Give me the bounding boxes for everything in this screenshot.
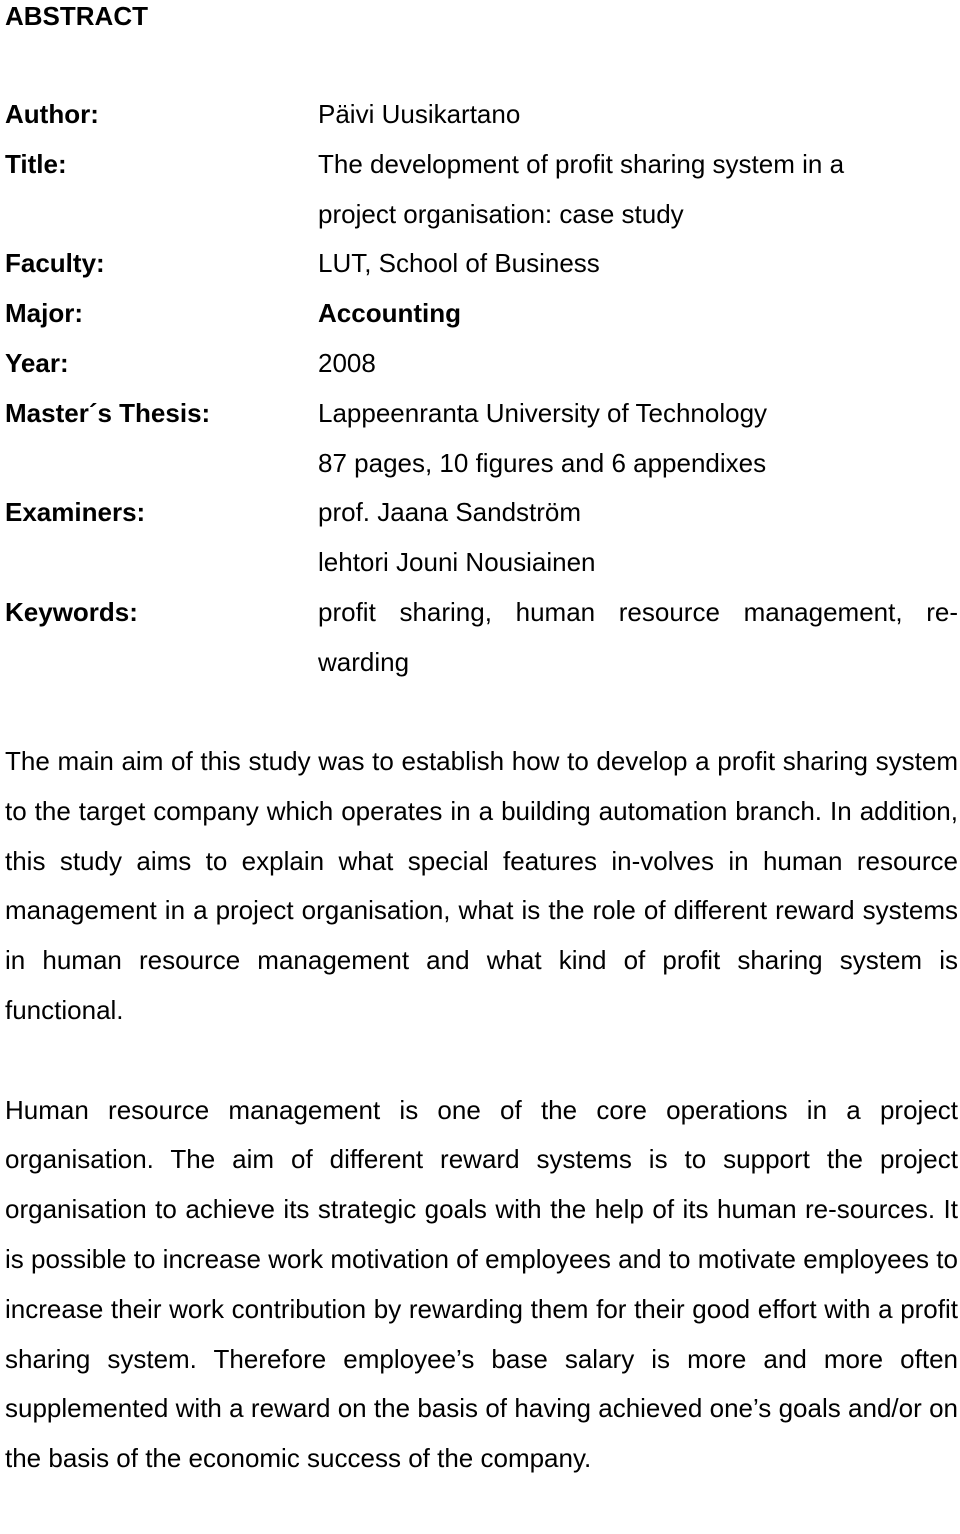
- paragraph: The main aim of this study was to establish how to develop a profit sharing system to the target company which operates in a building automation branch. In addition, this study aims to explain what special features in-volves in human resource management in a project organisation, what is the role of different reward systems in human resource management and what kind of profit sharing system is functional.: [5, 746, 958, 1025]
- faculty-row: [5, 239, 958, 289]
- major-value: Accounting: [318, 298, 461, 329]
- page-title: ABSTRACT: [5, 1, 148, 31]
- examiners-value: [318, 488, 958, 588]
- metadata-list: [5, 90, 958, 688]
- thesis-row: [5, 389, 958, 489]
- year-row: [5, 339, 958, 389]
- faculty-label: Faculty:: [5, 248, 105, 279]
- thesis-line: 87 pages, 10 figures and 6 appendixes: [318, 447, 767, 478]
- thesis-line: Lappeenranta University of Technology: [318, 397, 768, 428]
- major-row: [5, 289, 958, 339]
- year-value: 2008: [318, 347, 376, 378]
- keywords-row: [5, 588, 958, 688]
- abstract-body: [5, 737, 958, 1534]
- examiners-label: Examiners:: [5, 497, 146, 528]
- examiner-line: lehtori Jouni Nousiainen: [318, 547, 596, 578]
- keywords-value: profit sharing, human resource management, re-warding: [318, 596, 958, 677]
- author-row: [5, 90, 958, 140]
- title-line: The development of profit sharing system in a: [318, 148, 845, 179]
- faculty-value: LUT, School of Business: [318, 248, 600, 279]
- examiner-line: prof. Jaana Sandström: [318, 497, 582, 528]
- year-label: Year:: [5, 347, 69, 378]
- examiners-row: [5, 488, 958, 588]
- title-label: Title:: [5, 148, 67, 179]
- thesis-value: [318, 389, 958, 489]
- author-label: Author:: [5, 99, 99, 129]
- keywords-label: Keywords:: [5, 596, 138, 627]
- major-label: Major:: [5, 298, 83, 329]
- author-value: Päivi Uusikartano: [318, 99, 521, 129]
- paragraph: Human resource management is one of the core operations in a project organisation. The aim of different reward systems is to support the project organisation to achieve its strategic goals with the help of its human re-sources. It is possible to increase work motivation of employees and to motivate employees to increase their work contribution by rewarding them for their good effort with a profit sharing system. Therefore employee’s base salary is more and more often supplemented with a reward on the basis of having achieved one’s goals and/or on the basis of the economic success of the company.: [5, 1094, 958, 1474]
- title-row: [5, 140, 958, 240]
- thesis-label: Master´s Thesis:: [5, 397, 211, 428]
- title-line: project organisation: case study: [318, 198, 684, 229]
- title-value: [318, 140, 958, 240]
